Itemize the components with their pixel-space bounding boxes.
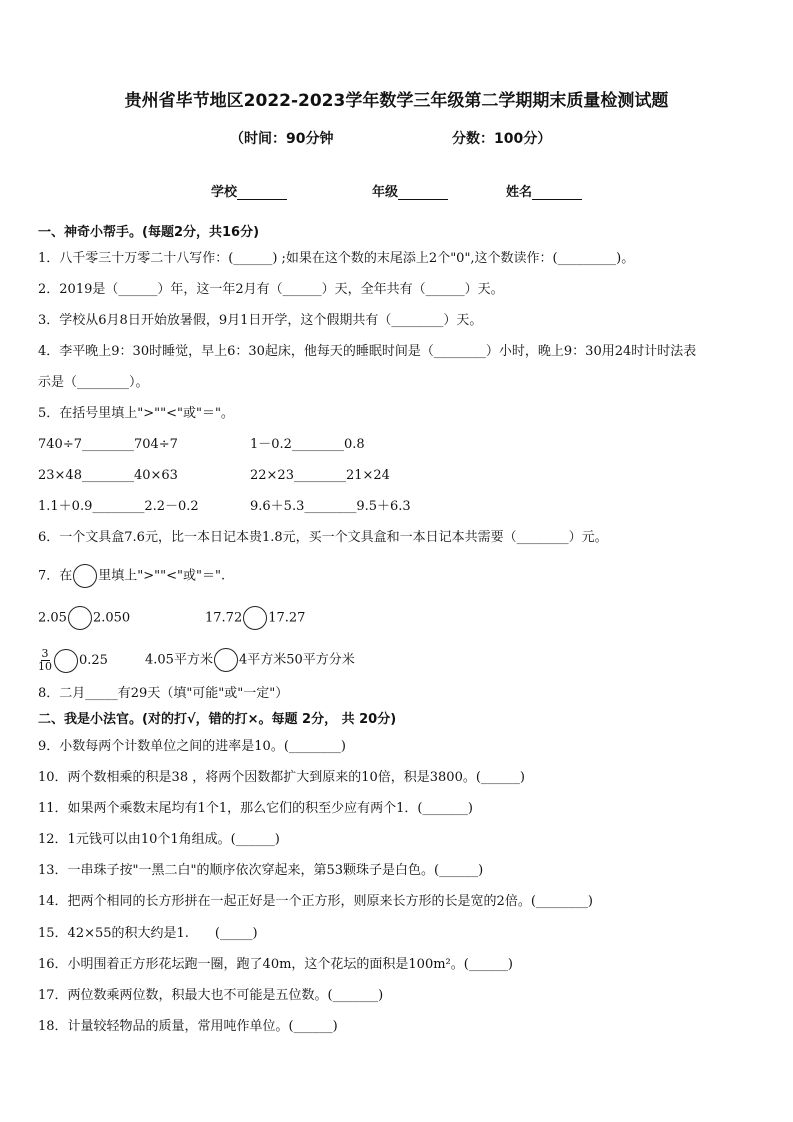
q7-left-value: 2.05 xyxy=(38,610,67,626)
q7-prefix: 7．在 xyxy=(38,568,73,584)
name-field[interactable] xyxy=(506,181,582,200)
exam-time: （时间：90分钟 xyxy=(230,131,334,147)
question-18: 18．计量较轻物品的质量，常用吨作单位。(______) xyxy=(38,1019,338,1034)
school-field[interactable] xyxy=(211,181,287,200)
question-15: 15．42×55的积大约是1. (_____) xyxy=(38,926,258,941)
q7-right-value: 0.25 xyxy=(79,653,108,668)
fraction-denominator: 10 xyxy=(38,660,52,673)
question-1: 1．八千零三十万零二十八写作：(______) ;如果在这个数的末尾添上2个"0",这个数读作：(_________)。 xyxy=(38,251,635,266)
answer-circle[interactable] xyxy=(68,606,92,630)
q7-right-value: 4平方米50平方分米 xyxy=(238,652,355,668)
q7-right-value: 17.27 xyxy=(268,610,306,626)
question-9: 9．小数每两个计数单位之间的进率是10。(________) xyxy=(38,739,346,754)
question-8: 8．二月_____有29天（填"可能"或"一定"） xyxy=(38,686,289,701)
question-7 xyxy=(38,564,225,588)
q5-item: 9.6＋5.3________9.5＋6.3 xyxy=(250,499,411,514)
question-13: 13．一串珠子按"一黑二白"的顺序依次穿起来，第53颗珠子是白色。(______) xyxy=(38,863,484,878)
question-10: 10．两个数相乘的积是38 ，将两个因数都扩大到原来的10倍，积是3800。(______) xyxy=(38,770,525,785)
question-16: 16．小明围着正方形花坛跑一圈，跑了40m，这个花坛的面积是100m²。(______) xyxy=(38,957,513,972)
question-2: 2．2019是（______）年，这一年2月有（______）天，全年共有（______）天。 xyxy=(38,282,504,297)
question-4-line-2: 示是（________）。 xyxy=(38,375,149,390)
question-17: 17．两位数乘两位数，积最大也不可能是五位数。(_______) xyxy=(38,988,384,1003)
name-blank[interactable] xyxy=(532,186,582,200)
q7-left-value: 17.72 xyxy=(205,610,243,626)
question-4-line-1: 4．李平晚上9：30时睡觉，早上6：30起床，他每天的睡眠时间是（________）小时，晚上9：30用24时计时法表 xyxy=(38,344,697,359)
q5-item: 1－0.2________0.8 xyxy=(250,437,365,452)
q7-left-value: 4.05平方米 xyxy=(145,652,213,668)
q7-suffix: 里填上">""<"或"＝". xyxy=(98,568,226,584)
page-title: 贵州省毕节地区2022-2023学年数学三年级第二学期期末质量检测试题 xyxy=(124,91,669,111)
grade-blank[interactable] xyxy=(398,186,448,200)
section2-heading: 二、我是小法官。(对的打√，错的打×。每题 2分， 共 20分) xyxy=(38,712,397,727)
exam-score: 分数：100分） xyxy=(452,131,552,147)
school-label: 学校 xyxy=(211,185,238,200)
answer-circle[interactable] xyxy=(54,649,78,673)
q7-compare-1 xyxy=(38,606,130,630)
fraction-numerator: 3 xyxy=(41,647,49,660)
question-12: 12．1元钱可以由10个1角组成。(______) xyxy=(38,832,280,847)
answer-circle[interactable] xyxy=(214,648,238,672)
grade-label: 年级 xyxy=(372,185,399,200)
question-14: 14．把两个相同的长方形拼在一起正好是一个正方形，则原来长方形的长是宽的2倍。(________) xyxy=(38,894,593,909)
fraction xyxy=(38,648,52,673)
q5-item: 740÷7________704÷7 xyxy=(38,437,178,452)
q5-item: 23×48________40×63 xyxy=(38,468,178,483)
q7-compare-3 xyxy=(38,648,108,673)
question-3: 3．学校从6月8日开始放暑假，9月1日开学，这个假期共有（________）天。 xyxy=(38,313,483,328)
grade-field[interactable] xyxy=(372,181,448,200)
question-6: 6．一个文具盒7.6元，比一本日记本贵1.8元，买一个文具盒和一本日记本共需要（________）元。 xyxy=(38,530,608,545)
name-label: 姓名 xyxy=(506,185,533,200)
section1-heading: 一、神奇小帮手。(每题2分，共16分) xyxy=(38,225,260,240)
question-11: 11．如果两个乘数末尾均有1个1，那么它们的积至少应有两个1．(_______) xyxy=(38,801,473,816)
q7-compare-4 xyxy=(145,648,355,672)
q7-compare-2 xyxy=(205,606,305,630)
q5-item: 22×23________21×24 xyxy=(250,468,390,483)
answer-circle[interactable] xyxy=(73,564,97,588)
q5-item: 1.1＋0.9________2.2－0.2 xyxy=(38,499,199,514)
answer-circle[interactable] xyxy=(243,606,267,630)
question-5: 5．在括号里填上">""<"或"＝"。 xyxy=(38,406,234,421)
school-blank[interactable] xyxy=(237,186,287,200)
q7-right-value: 2.050 xyxy=(92,610,131,626)
